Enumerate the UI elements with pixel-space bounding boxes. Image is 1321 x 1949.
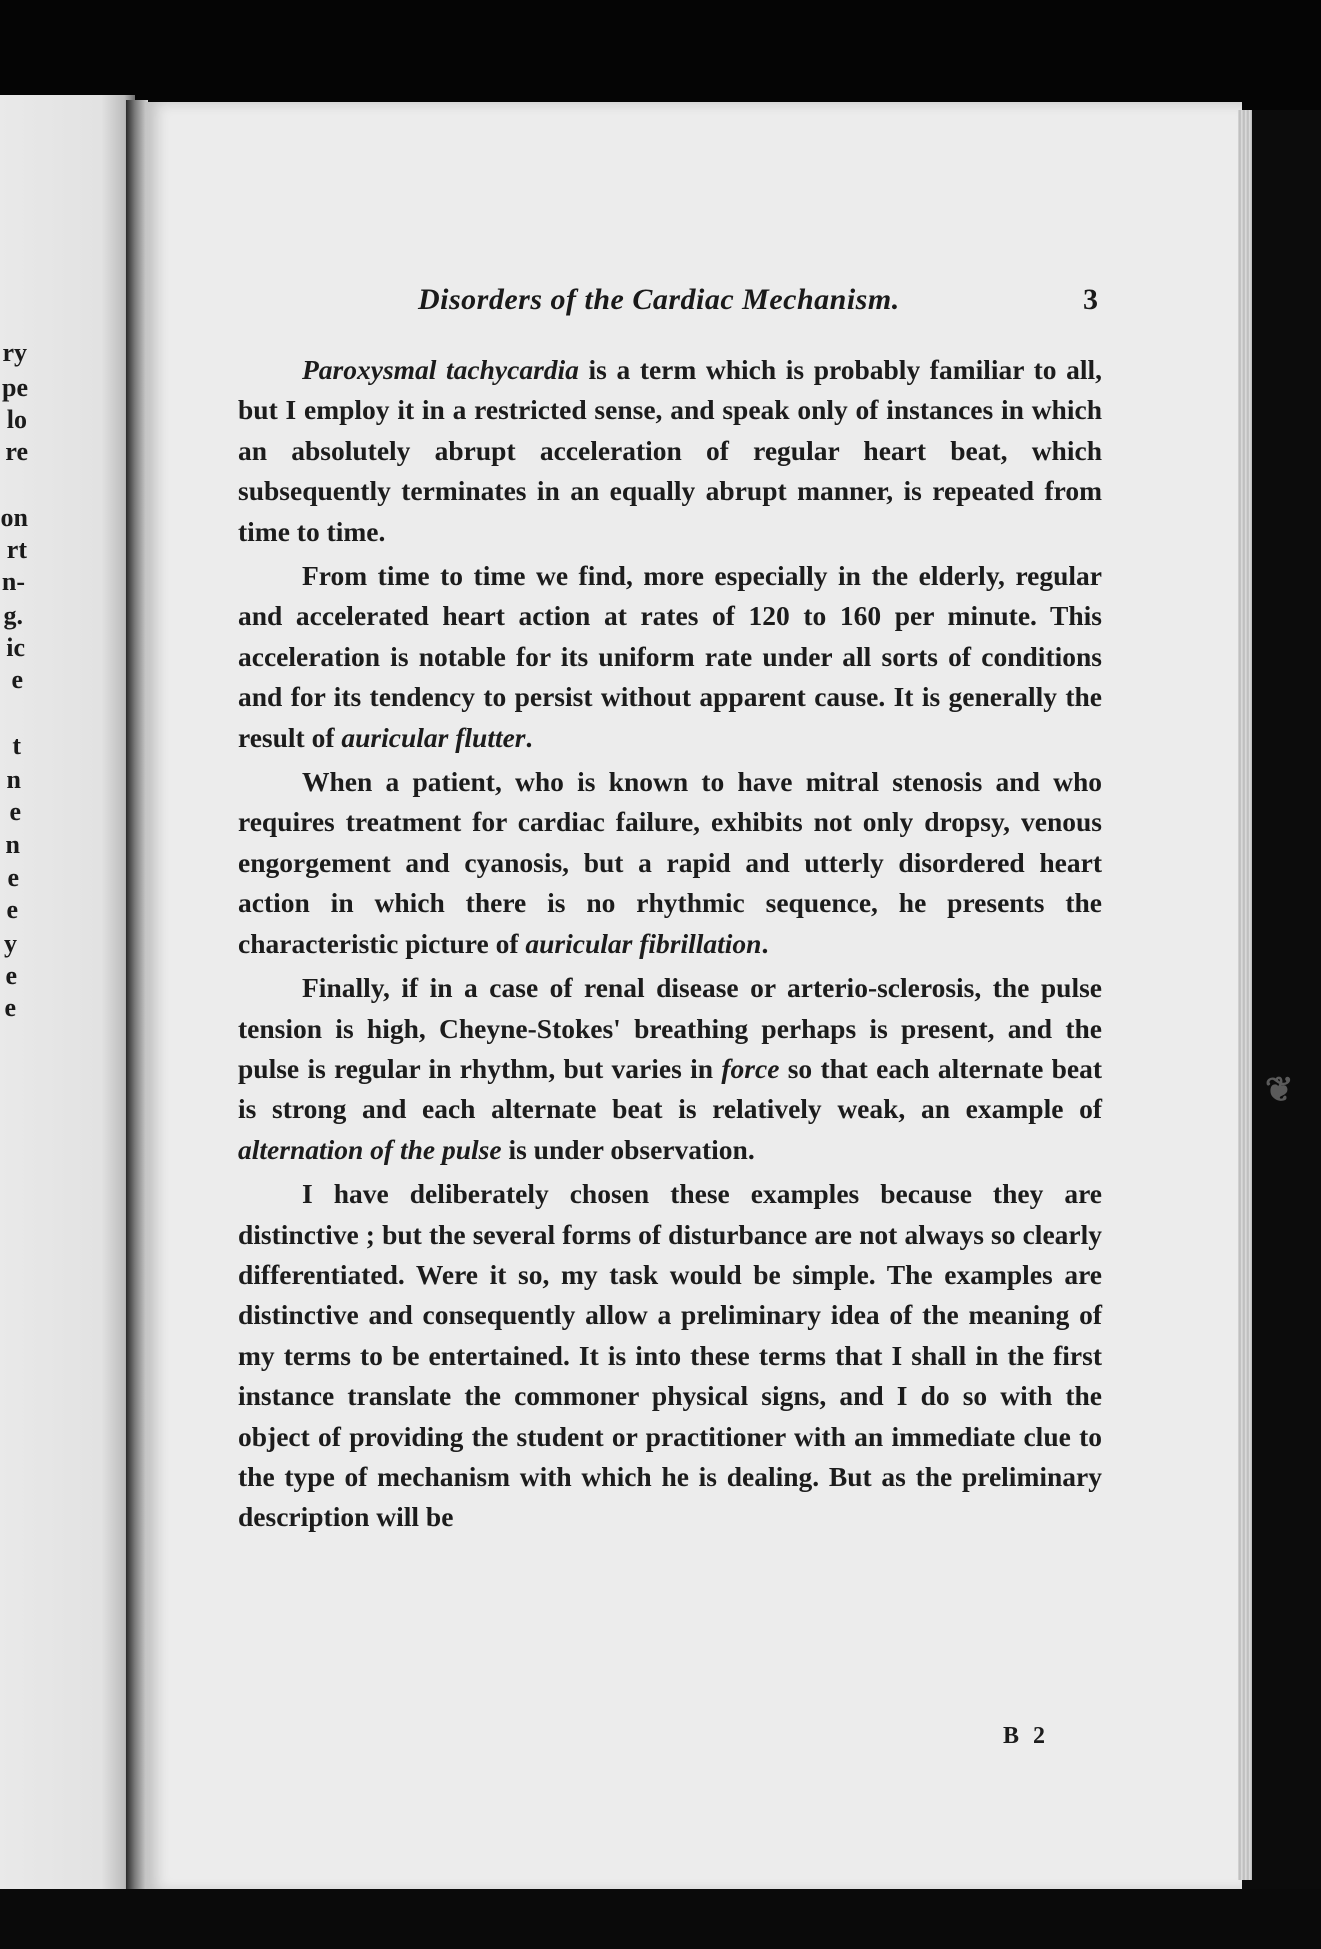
paragraph-text: From time to time we find, more especially in the elderly, regular and accelerated heart action at rates of 120 to 160 per minute. This acceleration is notable for its uniform rate under all sorts of conditions and for its tendency to persist without apparent cause. It is generally the result of (238, 560, 1102, 753)
italic-term: force (721, 1052, 780, 1084)
italic-term: auricular flutter (341, 721, 526, 753)
paragraph (238, 1174, 1102, 1538)
facing-fragment: g. (3, 601, 23, 630)
paragraph-text: . (761, 927, 769, 959)
paragraph-text: . (525, 721, 533, 753)
facing-fragment: e (6, 895, 18, 924)
scan-speck: ❦ (1265, 1072, 1294, 1109)
facing-fragment: t (12, 731, 21, 760)
facing-page-text-fragments (0, 95, 135, 1890)
facing-fragment: n (5, 830, 20, 859)
italic-term: alternation of the pulse (238, 1133, 502, 1165)
paragraph (238, 350, 1102, 552)
scan-top-border (0, 0, 1321, 110)
paragraph-text: Finally, if in a case of renal disease or arterio-sclerosis, the pulse tension is high, Cheyne-Stokes' breathing perhaps is present, and the pulse is regular in rhythm, but varies in (238, 972, 1102, 1084)
book-gutter (126, 100, 148, 1890)
running-head: Disorders of the Cardiac Mechanism. (418, 283, 900, 316)
paragraph-text: When a patient, who is known to have mitral stenosis and who requires treatment for cardiac failure, exhibits not only dropsy, venous engorgement and cyanosis, but a rapid and utterly disordered heart action in which there is no rhythmic sequence, he presents the characteristic picture of (238, 766, 1102, 959)
paragraph (238, 762, 1102, 964)
facing-fragment: re (5, 437, 28, 466)
page-stack-edge (1238, 110, 1252, 1880)
paragraph-text: is under observation. (501, 1133, 755, 1165)
facing-fragment: n- (1, 567, 25, 596)
facing-fragment: e (5, 961, 17, 990)
facing-fragment: lo (6, 405, 27, 434)
italic-term: Paroxysmal tachycardia (302, 354, 579, 385)
page-header (418, 283, 1118, 323)
facing-fragment: e (7, 863, 19, 892)
scan-bottom-border (0, 1889, 1321, 1949)
paragraph-text: is a term which is probably familiar to all, but I employ it in a restricted sense, and speak only of instances in which an absolutely abrupt acceleration of regular heart beat, which subsequently terminates in an equally abrupt manner, is repeated from time to time. (238, 354, 1102, 547)
paragraph (238, 968, 1102, 1170)
facing-fragment: on (0, 503, 28, 532)
facing-fragment: n (6, 765, 21, 794)
facing-fragment: e (4, 993, 16, 1022)
facing-fragment: ic (6, 633, 25, 662)
body-text (238, 350, 1102, 1538)
italic-term: auricular fibrillation (525, 927, 762, 959)
facing-fragment: rt (6, 535, 27, 564)
facing-fragment: e (9, 797, 21, 826)
signature-mark: B 2 (1003, 1723, 1050, 1749)
page-number: 3 (1083, 283, 1098, 316)
facing-page (0, 95, 135, 1890)
paragraph-text: so that each alternate beat is strong and each alternate beat is relatively weak, an example of (238, 1052, 1102, 1125)
facing-fragment: e (11, 665, 23, 694)
facing-fragment: y (4, 929, 17, 958)
paragraph-text: I have deliberately chosen these examples because they are distinctive ; but the several forms of disturbance are not always so clearly differentiated. Were it so, my task would be simple. The examples are distinctive and consequently allow a preliminary idea of the meaning of my terms to be entertained. It is into these terms that I shall in the first instance translate the commoner physical signs, and I do so with the object of providing the student or practitioner with an immediate clue to the type of mechanism with which he is dealing. But as the preliminary description will be (238, 1178, 1102, 1533)
paragraph (238, 556, 1102, 758)
facing-fragment: ry (2, 338, 27, 367)
facing-fragment: pe (2, 373, 28, 402)
